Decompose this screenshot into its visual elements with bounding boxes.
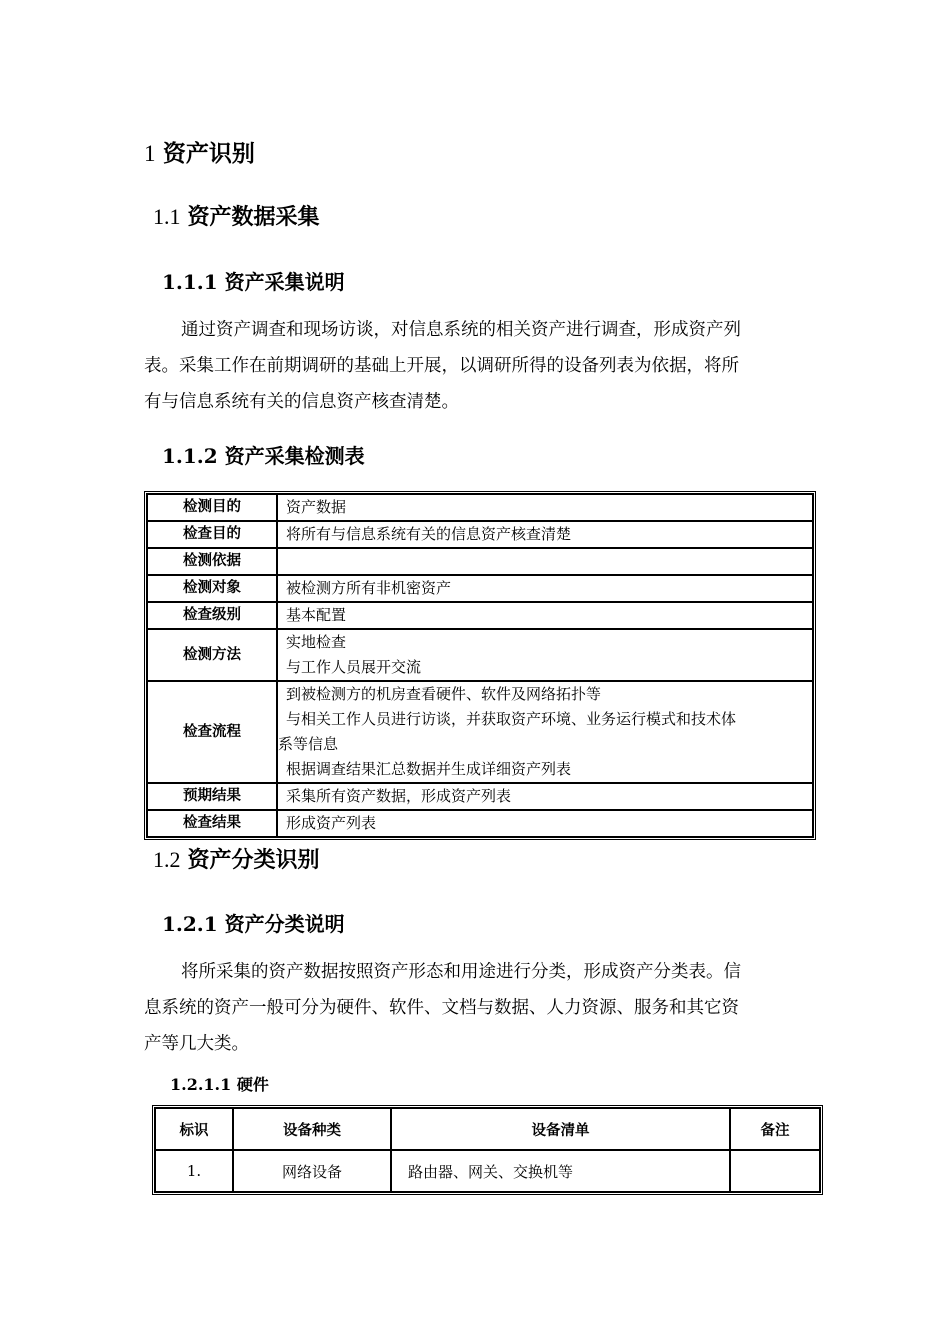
row-value <box>277 494 813 521</box>
paragraph-line: 通过资产调查和现场访谈，对信息系统的相关资产进行调查，形成资产列 <box>181 320 741 340</box>
table-row <box>147 681 813 783</box>
cell-id: 1. <box>155 1150 233 1192</box>
value-line: 根据调查结果汇总数据并生成详细资产列表 <box>286 760 572 778</box>
cell-category: 网络设备 <box>233 1150 391 1192</box>
column-header-device-list: 设备清单 <box>391 1108 730 1150</box>
section-1-2-heading <box>153 843 320 874</box>
value-line: 采集所有资产数据，形成资产列表 <box>286 787 512 805</box>
table-row <box>147 783 813 810</box>
table-row <box>147 548 813 575</box>
section-title: 资产分类识别 <box>187 847 320 873</box>
paragraph-line: 表。采集工作在前期调研的基础上开展，以调研所得的设备列表为依据，将所 <box>144 356 739 376</box>
section-title: 资产识别 <box>162 140 255 167</box>
row-value <box>277 575 813 602</box>
value-line: 基本配置 <box>286 606 347 624</box>
value-line: 形成资产列表 <box>286 814 377 832</box>
value-line: 被检测方所有非机密资产 <box>286 579 452 597</box>
table-row <box>147 494 813 521</box>
section-1-2-1-heading: 1.2.1 资产分类说明 <box>162 912 345 936</box>
paragraph-line: 息系统的资产一般可分为硬件、软件、文档与数据、人力资源、服务和其它资 <box>144 998 739 1018</box>
section-1-1-heading <box>153 200 320 231</box>
paragraph-line: 有与信息系统有关的信息资产核查清楚。 <box>144 392 459 412</box>
column-header-category: 设备种类 <box>233 1108 391 1150</box>
paragraph-line: 将所采集的资产数据按照资产形态和用途进行分类，形成资产分类表。信 <box>181 962 741 982</box>
row-value <box>277 783 813 810</box>
row-label: 检测方法 <box>147 629 277 681</box>
asset-classification-paragraph <box>144 954 816 1062</box>
section-1-heading <box>144 135 255 168</box>
row-value <box>277 810 813 837</box>
value-line: 系等信息 <box>278 735 339 753</box>
row-value <box>277 629 813 681</box>
section-1-2-1-1-heading: 1.2.1.1 硬件 <box>170 1075 269 1094</box>
table-row <box>155 1150 820 1192</box>
table-header-row <box>155 1108 820 1150</box>
row-label: 检测对象 <box>147 575 277 602</box>
value-line: 与工作人员展开交流 <box>286 658 422 676</box>
section-number: 1.1 <box>153 204 181 229</box>
section-number: 1 <box>144 141 156 166</box>
row-label: 检查级别 <box>147 602 277 629</box>
cell-remarks <box>730 1150 820 1192</box>
row-label: 检测目的 <box>147 494 277 521</box>
asset-collection-paragraph <box>144 312 816 420</box>
value-line: 与相关工作人员进行访谈，并获取资产环境、业务运行模式和技术体 <box>286 710 737 728</box>
section-1-1-2-heading: 1.1.2 资产采集检测表 <box>162 444 365 468</box>
row-value <box>277 521 813 548</box>
hardware-table <box>152 1105 823 1195</box>
row-label: 检测依据 <box>147 548 277 575</box>
section-1-1-1-heading: 1.1.1 资产采集说明 <box>162 270 345 294</box>
table-row <box>147 521 813 548</box>
value-line: 到被检测方的机房查看硬件、软件及网络拓扑等 <box>286 685 602 703</box>
row-value <box>277 548 813 575</box>
table-row <box>147 602 813 629</box>
row-value <box>277 681 813 783</box>
value-line: 将所有与信息系统有关的信息资产核查清楚 <box>286 525 572 543</box>
row-label: 预期结果 <box>147 783 277 810</box>
row-value <box>277 602 813 629</box>
cell-device-list: 路由器、网关、交换机等 <box>391 1150 730 1192</box>
row-label: 检查目的 <box>147 521 277 548</box>
asset-collection-check-table <box>144 491 816 840</box>
section-title: 资产数据采集 <box>187 204 320 230</box>
table-row <box>147 575 813 602</box>
paragraph-line: 产等几大类。 <box>144 1034 249 1054</box>
row-label: 检查结果 <box>147 810 277 837</box>
column-header-id: 标识 <box>155 1108 233 1150</box>
value-line: 资产数据 <box>286 498 347 516</box>
section-number: 1.2 <box>153 847 181 872</box>
column-header-remarks: 备注 <box>730 1108 820 1150</box>
table-row <box>147 810 813 837</box>
value-line: 实地检查 <box>286 633 347 651</box>
row-label: 检查流程 <box>147 681 277 783</box>
table-row <box>147 629 813 681</box>
